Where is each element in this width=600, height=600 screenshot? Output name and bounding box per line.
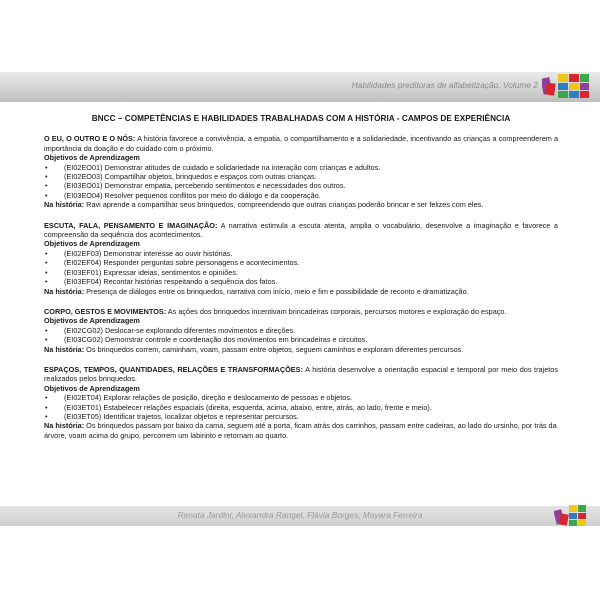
document-body (44, 114, 558, 451)
section-intro (44, 134, 558, 153)
footer-authors: Renata Jardini, Alexandra Rangel, Flávia Borges, Mayara Ferreira (177, 510, 423, 520)
story-note (44, 287, 558, 296)
section-intro-text: A história desenvolve a orientação espacial e temporal por meio dos trajetos realizados pelos brinquedos. (44, 364, 558, 384)
objectives-heading: Objetivos de Aprendizagem (44, 239, 140, 249)
section-intro (44, 365, 558, 384)
objective-item: • (EI02EF03) Demonstrar interesse ao ouvir histórias. (44, 249, 558, 258)
story-note (44, 421, 558, 440)
story-text: Presença de diálogos entre os brinquedos, narrativa com início, meio e fim e possibilidade de reconto e dramatização. (84, 286, 469, 296)
section-intro-text: A narrativa estimula a escuta atenta, amplia o vocabulário, desenvolve a imaginação e favorece a compreensão da sequência dos acontecimentos. (44, 220, 558, 240)
story-label: Na história: (44, 421, 85, 431)
objective-item: • (EI02EF04) Responder perguntas sobre personagens e acontecimentos. (44, 258, 558, 267)
objective-item: • (EI02EO01) Demonstrar atitudes de cuidado e solidariedade na interação com crianças e adultos. (44, 163, 558, 172)
objectives-heading: Objetivos de Aprendizagem (44, 316, 140, 326)
objective-item: • (EI02CG02) Deslocar-se explorando diferentes movimentos e direções. (44, 326, 558, 335)
objective-item: • (EI03EO04) Resolver pequenos conflitos por meio do diálogo e da cooperação. (44, 191, 558, 200)
section-espacos-tempos (44, 365, 558, 440)
header-title: Habilidades preditoras de alfabetização. Volume 2 (351, 80, 538, 90)
objectives-list (44, 393, 558, 421)
objective-item: • (EI02ET04) Explorar relações de posição, direção e deslocamento de pessoas e objetos. (44, 393, 558, 402)
section-heading: ESPAÇOS, TEMPOS, QUANTIDADES, RELAÇÕES E TRANSFORMAÇÕES: (44, 364, 303, 374)
story-text: Os brinquedos correm, caminham, voam, passam entre objetos, seguem caminhos e exploram diferentes percursos. (84, 344, 464, 354)
objective-item: • (EI03ET05) Identificar trajetos, localizar objetos e representar percursos. (44, 412, 558, 421)
section-eu-outro-nos (44, 134, 558, 209)
story-text: Os brinquedos passam por baixo da cama, seguem até a porta, ficam atrás dos carrinhos, passam entre cadeiras, ao lado do ursinho, por trás da árvore, voam acima do grupo, percorrem um labirinto e retornam ao quarto. (44, 421, 557, 440)
section-intro-text: As ações dos brinquedos incentivam brincadeiras corporais, percursos motores e exploração do espaço. (166, 306, 507, 316)
objective-item: • (EI03EF01) Expressar ideias, sentimentos e opiniões. (44, 268, 558, 277)
objective-item: • (EI03ET01) Estabelecer relações espaciais (direita, esquerda, acima, abaixo, entre, atrás, ao lado, frente e meio). (44, 403, 558, 412)
objectives-heading: Objetivos de Aprendizagem (44, 383, 140, 393)
section-escuta-fala (44, 221, 558, 296)
objective-item: • (EI03CG02) Demonstrar controle e coordenação dos movimentos em brincadeiras e circuitos. (44, 335, 558, 344)
objectives-list (44, 163, 558, 201)
objective-item: • (EI03EO01) Demonstrar empatia, percebendo sentimentos e necessidades dos outros. (44, 181, 558, 190)
publisher-logo (542, 72, 590, 100)
document-title: BNCC – COMPETÊNCIAS E HABILIDADES TRABALHADAS COM A HISTÓRIA - CAMPOS DE EXPERIÊNCIA (91, 114, 511, 123)
story-note (44, 345, 558, 354)
section-intro-text: A história favorece a convivência, a empatia, o compartilhamento e a solidariedade, incentivando as crianças a compreenderem a importância da doação e do cuidado com o próximo. (44, 134, 559, 153)
section-heading: CORPO, GESTOS E MOVIMENTOS: (44, 306, 167, 316)
section-intro (44, 307, 558, 316)
section-corpo-gestos (44, 307, 558, 354)
objectives-list (44, 326, 558, 345)
section-intro (44, 221, 558, 240)
objectives-list (44, 249, 558, 287)
story-label: Na história: (44, 286, 85, 296)
section-heading: O EU, O OUTRO E O NÓS: (44, 134, 136, 144)
objective-item: • (EI03EF04) Recontar histórias respeitando a sequência dos fatos. (44, 277, 558, 286)
story-text: Ravi aprende a compartilhar seus brinquedos, compreendendo que outras crianças poderão brincar e ser felizes com eles. (84, 200, 484, 210)
story-label: Na história: (44, 344, 85, 354)
story-label: Na história: (44, 200, 85, 210)
publisher-logo-small (554, 502, 588, 528)
story-note (44, 200, 558, 209)
section-heading: ESCUTA, FALA, PENSAMENTO E IMAGINAÇÃO: (44, 220, 218, 230)
objectives-heading: Objetivos de Aprendizagem (44, 153, 140, 163)
objective-item: • (EI02EO03) Compartilhar objetos, brinquedos e espaços com outras crianças. (44, 172, 558, 181)
